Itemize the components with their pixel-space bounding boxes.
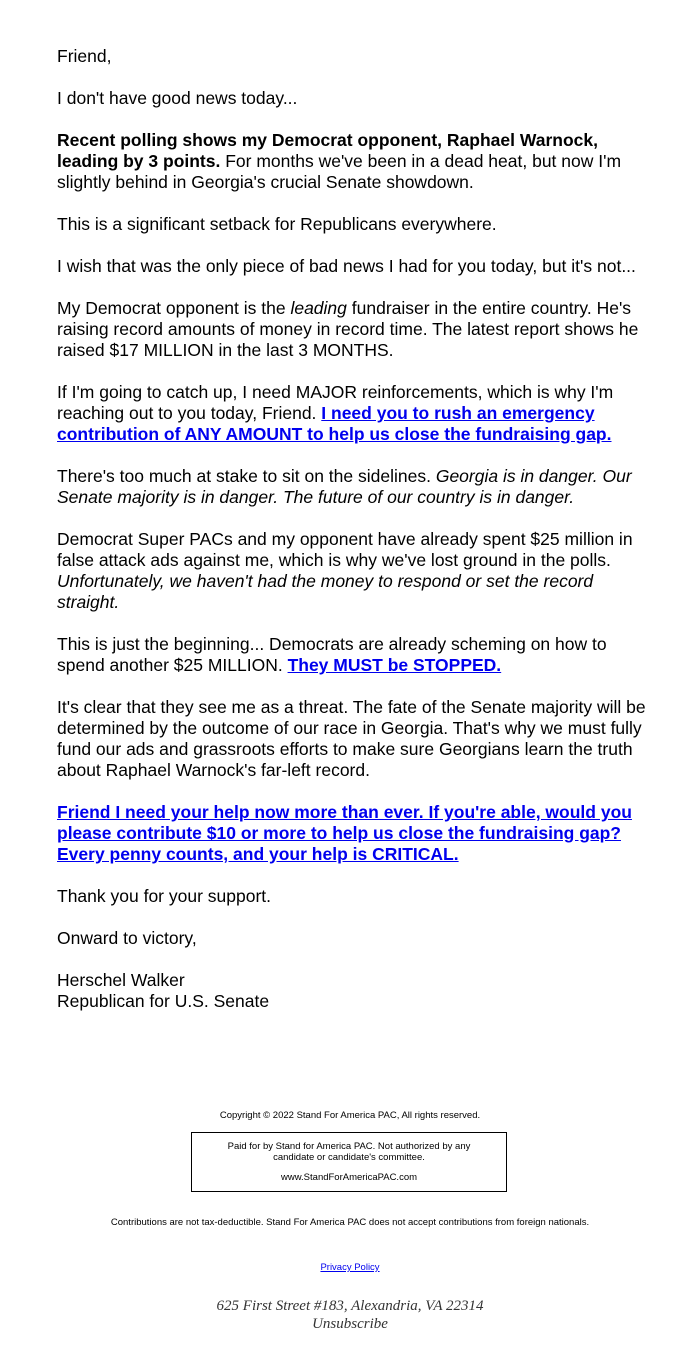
paragraph-polling: [57, 130, 647, 193]
mailing-address: 625 First Street #183, Alexandria, VA 22314: [216, 1298, 484, 1314]
website-text: www.StandForAmericaPAC.com: [280, 1172, 418, 1183]
attack-ads-text: Democrat Super PACs and my opponent have already spent $25 million in false attack ads against me, which is why we've lost ground in the polls.: [57, 529, 633, 570]
fundraiser-text-b: fundraiser in the entire country. He's raising record amounts of money in record time. The latest report shows he raised $17 MILLION in the last 3 MONTHS.: [57, 298, 639, 360]
paragraph-reinforcements: [57, 382, 647, 445]
paid-for-disclaimer-box: [191, 1132, 507, 1192]
paragraph-attack-ads: [57, 529, 647, 613]
privacy-policy-row: [0, 1262, 700, 1274]
copyright-notice: Copyright © 2022 Stand For America PAC, All rights reserved.: [219, 1110, 481, 1121]
paragraph-closing: Onward to victory,: [57, 928, 197, 948]
attack-ads-emphasis: Unfortunately, we haven't had the money to respond or set the record straight.: [57, 571, 594, 612]
must-be-stopped-link[interactable]: They MUST be STOPPED.: [287, 655, 502, 675]
polling-headline: Recent polling shows my Democrat opponent, Raphael Warnock, leading by 3 points.: [57, 130, 598, 171]
paragraph-setback: This is a significant setback for Republicans everywhere.: [57, 214, 497, 234]
paragraph-stakes: [57, 466, 647, 508]
paragraph-beginning: [57, 634, 647, 676]
tax-note: Contributions are not tax-deductible. Stand For America PAC does not accept contributions from foreign nationals.: [110, 1217, 590, 1228]
paragraph-fundraiser: [57, 298, 647, 361]
signature-title: Republican for U.S. Senate: [57, 991, 270, 1011]
paragraph-thanks: Thank you for your support.: [57, 886, 271, 906]
paragraph-bad-news: I don't have good news today...: [57, 88, 298, 108]
paragraph-call-to-action: [57, 802, 647, 865]
reinforcements-text: If I'm going to catch up, I need MAJOR reinforcements, which is why I'm reaching out to you today, Friend.: [57, 382, 614, 423]
signature: [57, 970, 647, 1012]
signature-name: Herschel Walker: [57, 970, 185, 990]
beginning-text: This is just the beginning... Democrats are already scheming on how to spend another $25 MILLION.: [57, 634, 607, 675]
privacy-policy-link[interactable]: Privacy Policy: [320, 1262, 380, 1273]
fundraiser-text-a: My Democrat opponent is the: [57, 298, 291, 318]
greeting: Friend,: [57, 46, 112, 66]
stakes-emphasis: Georgia is in danger. Our Senate majority is in danger. The future of our country is in danger.: [57, 466, 632, 507]
contribute-link[interactable]: Friend I need your help now more than ever. If you're able, would you please contribute $10 or more to help us close the fundraising gap? Every penny counts, and your help is CRITICAL.: [57, 802, 632, 864]
polling-detail: For months we've been in a dead heat, but now I'm slightly behind in Georgia's crucial Senate showdown.: [57, 151, 622, 192]
mailing-address-block: [0, 1297, 700, 1333]
email-body: [57, 46, 647, 1033]
unsubscribe-link[interactable]: Unsubscribe: [312, 1316, 388, 1332]
fundraiser-emphasis: leading: [290, 298, 347, 318]
paragraph-more-bad-news: I wish that was the only piece of bad news I had for you today, but it's not...: [57, 256, 636, 276]
paid-for-text: Paid for by Stand for America PAC. Not authorized by any candidate or candidate's committee.: [227, 1141, 471, 1163]
stakes-text: There's too much at stake to sit on the sidelines.: [57, 466, 436, 486]
emergency-contribution-link[interactable]: I need you to rush an emergency contribution of ANY AMOUNT to help us close the fundraising gap.: [57, 403, 612, 444]
paragraph-threat: It's clear that they see me as a threat. The fate of the Senate majority will be determined by the outcome of our race in Georgia. That's why we must fully fund our ads and grassroots efforts to make sure Georgians learn the truth about Raphael Warnock's far-left record.: [57, 697, 646, 780]
